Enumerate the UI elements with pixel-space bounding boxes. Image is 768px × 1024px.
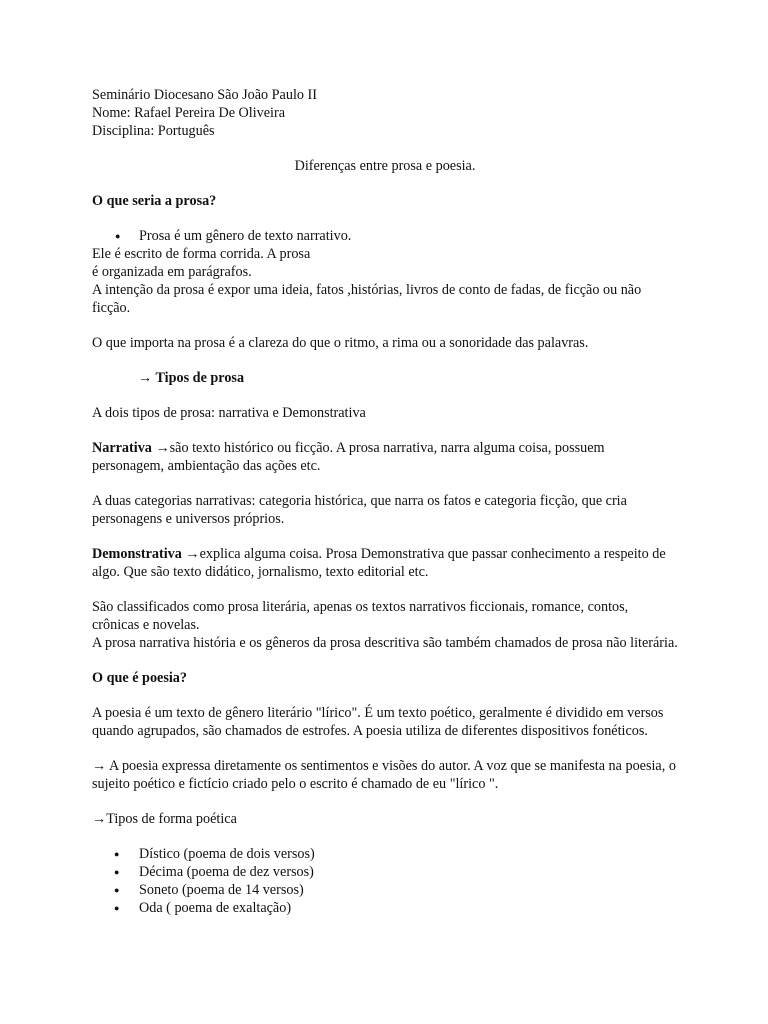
prosa-bullet-list: [92, 227, 678, 245]
narrativa-term: Narrativa: [92, 440, 152, 456]
prosa-heading: O que seria a prosa?: [92, 193, 217, 209]
school-line: Seminário Diocesano São João Paulo II: [92, 87, 317, 103]
demonstrativa-term: Demonstrativa: [92, 546, 182, 562]
student-name-line: Nome: Rafael Pereira De Oliveira: [92, 105, 286, 121]
prosa-importance: O que importa na prosa é a clareza do que o ritmo, a rima ou a sonoridade das palavras.: [92, 335, 589, 351]
prosa-line-3: A intenção da prosa é expor uma ideia, fatos ,histórias, livros de conto de fadas, de ficção ou não ficção.: [92, 282, 642, 316]
prosa-line-1: Ele é escrito de forma corrida. A prosa: [92, 246, 311, 262]
narrativa-paragraph: [92, 439, 678, 475]
list-item: ● Décima (poema de dez versos): [92, 863, 678, 881]
demonstrativa-paragraph: [92, 545, 678, 581]
list-item: ● Soneto (poema de 14 versos): [92, 881, 678, 899]
forms-list: [92, 845, 678, 917]
list-item: ● Prosa é um gênero de texto narrativo.: [92, 227, 678, 245]
poesia-paragraph-2: → A poesia expressa diretamente os sentimentos e visões do autor. A voz que se manifesta na poesia, o sujeito poético e fictício criado pelo o escrito é chamado de eu "lírico ".: [92, 758, 676, 792]
nao-literaria-paragraph: A prosa narrativa história e os gêneros da prosa descritiva são também chamados de prosa não literária.: [92, 635, 678, 651]
classificados-paragraph: São classificados como prosa literária, apenas os textos narrativos ficcionais, romance, contos, crônicas e novelas.: [92, 599, 629, 633]
prosa-types-heading: → Tipos de prosa: [138, 370, 245, 386]
document-title: Diferenças entre prosa e poesia.: [294, 158, 476, 174]
prosa-types-intro: A dois tipos de prosa: narrativa e Demonstrativa: [92, 405, 366, 421]
poesia-heading: O que é poesia?: [92, 670, 187, 686]
list-item: ● Dístico (poema de dois versos): [92, 845, 678, 863]
forms-heading: →Tipos de forma poética: [92, 811, 237, 827]
list-item: ● Oda ( poema de exaltação): [92, 899, 678, 917]
demonstrativa-text: →explica alguma coisa. Prosa Demonstrativa que passar conhecimento a respeito de algo. Que são texto didático, jornalismo, texto editorial etc.: [92, 546, 666, 580]
narrativa-text: →são texto histórico ou ficção. A prosa narrativa, narra alguma coisa, possuem personagem, ambientação das ações etc.: [92, 440, 605, 474]
poesia-paragraph-1: A poesia é um texto de gênero literário "lírico". É um texto poético, geralmente é dividido em versos quando agrupados, são chamados de estrofes. A poesia utiliza de diferentes dispositivos fonéticos.: [92, 705, 664, 739]
prosa-line-2: é organizada em parágrafos.: [92, 264, 252, 280]
subject-line: Disciplina: Português: [92, 123, 215, 139]
categorias-paragraph: A duas categorias narrativas: categoria histórica, que narra os fatos e categoria ficção, que cria personagens e universos próprios.: [92, 493, 627, 527]
